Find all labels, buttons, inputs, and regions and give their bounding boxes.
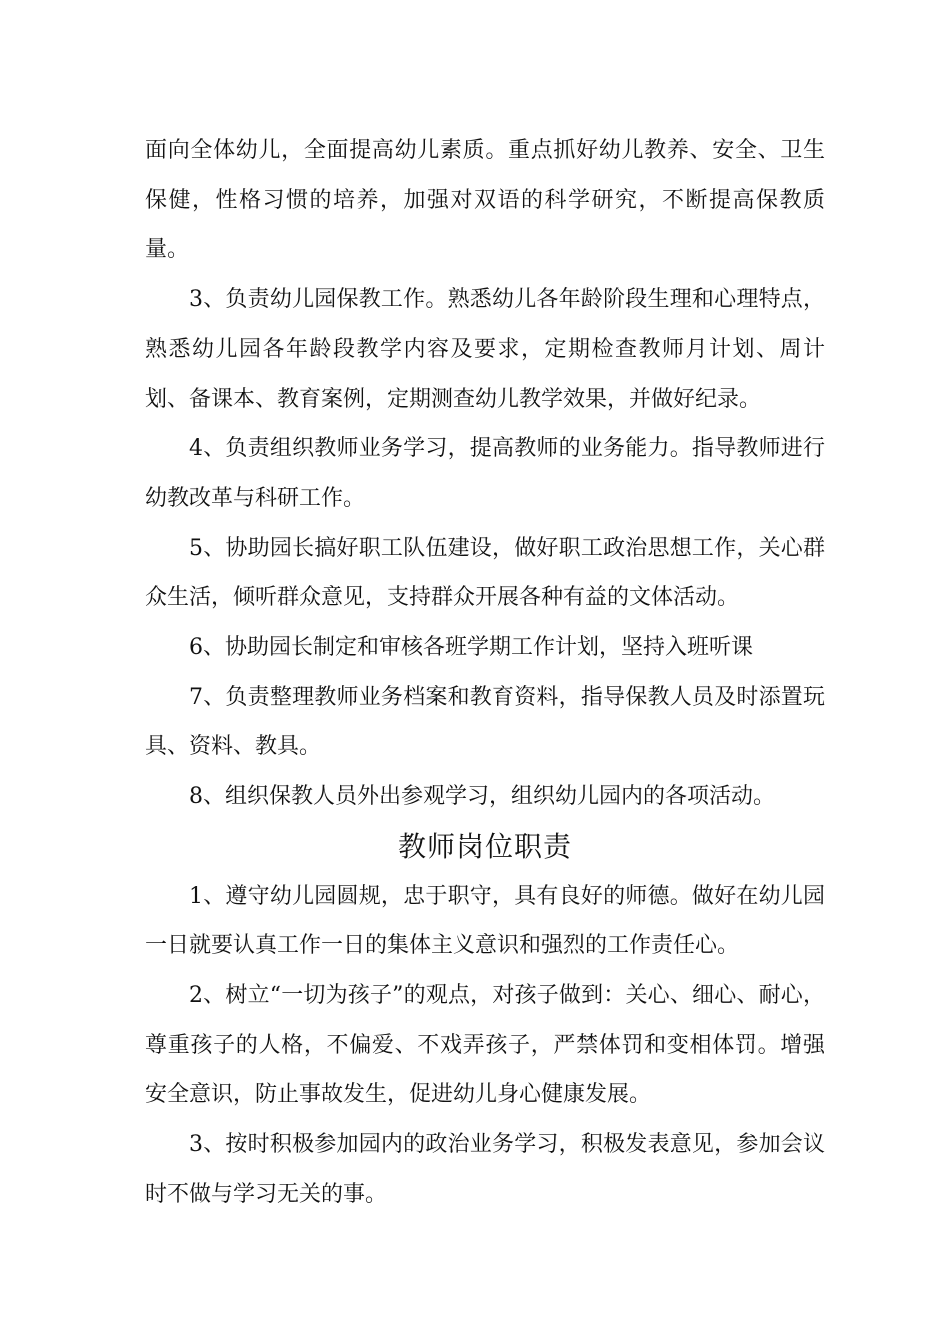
paragraph-item-7: 7、负责整理教师业务档案和教育资料，指导保教人员及时添置玩具、资料、教具。 — [145, 684, 825, 760]
teacher-duty-item-2: 2、树立“一切为孩子”的观点，对孩子做到：关心、细心、耐心，尊重孩子的人格，不偏爱、不戏弄孩子，严禁体罚和变相体罚。增强安全意识，防止事故发生，促进幼儿身心健康发展。 — [145, 982, 825, 1108]
paragraph-item-5: 5、协助园长搞好职工队伍建设，做好职工政治思想工作，关心群众生活，倾听群众意见，支持群众开展各种有益的文体活动。 — [145, 535, 825, 611]
section-title: 教师岗位职责 — [397, 829, 572, 863]
document-body — [145, 126, 825, 1219]
paragraph-item-8: 8、组织保教人员外出参观学习，组织幼儿园内的各项活动。 — [189, 784, 775, 810]
paragraph-item-6: 6、协助园长制定和审核各班学期工作计划，坚持入班听课 — [189, 635, 753, 661]
paragraph-intro: 面向全体幼儿，全面提高幼儿素质。重点抓好幼儿教养、安全、卫生保健，性格习惯的培养，加强对双语的科学研究，不断提高保教质量。 — [145, 138, 825, 263]
paragraph-item-3: 3、负责幼儿园保教工作。熟悉幼儿各年龄阶段生理和心理特点，熟悉幼儿园各年龄段教学内容及要求，定期检查教师月计划、周计划、备课本、教育案例，定期测查幼儿教学效果，并做好纪录。 — [145, 287, 825, 412]
paragraph-item-4: 4、负责组织教师业务学习，提高教师的业务能力。指导教师进行幼教改革与科研工作。 — [145, 436, 825, 511]
teacher-duty-item-3: 3、按时积极参加园内的政治业务学习，积极发表意见，参加会议时不做与学习无关的事。 — [145, 1132, 825, 1207]
teacher-duty-item-1: 1、遵守幼儿园圆规，忠于职守，具有良好的师德。做好在幼儿园一日就要认真工作一日的集体主义意识和强烈的工作责任心。 — [145, 883, 825, 959]
